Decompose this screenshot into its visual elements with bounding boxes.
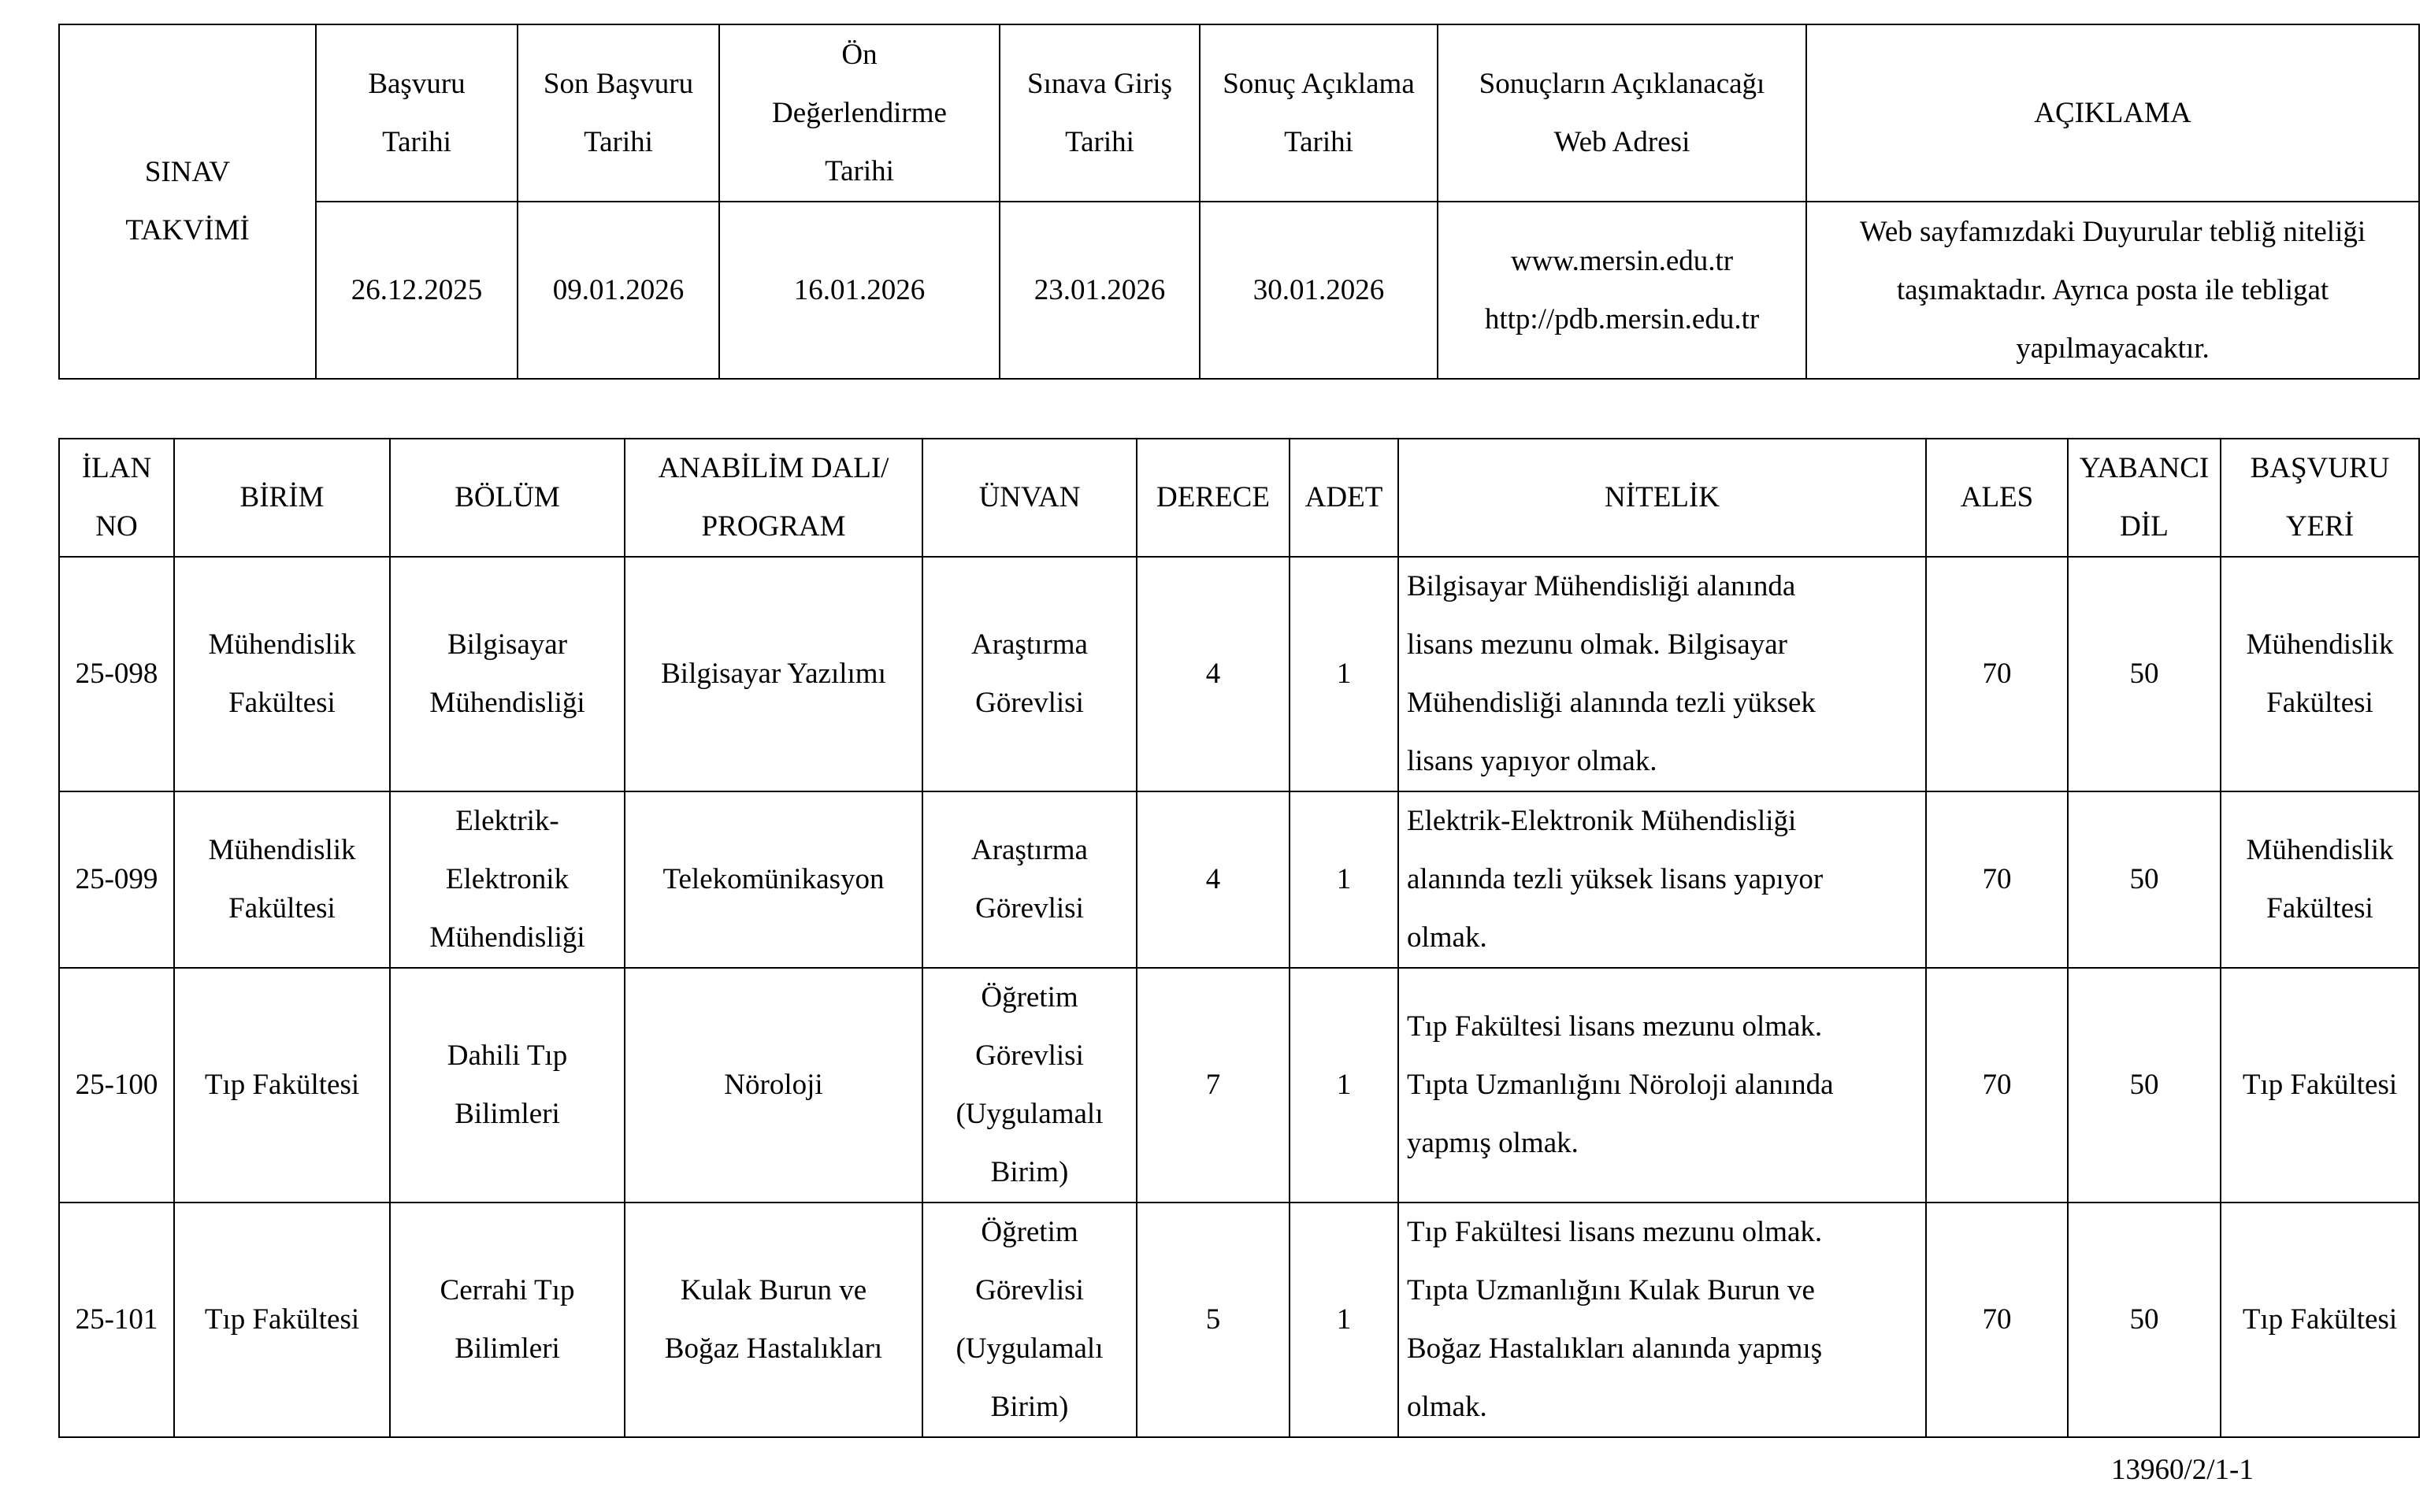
pre-evaluation-date: 16.01.2026 — [719, 202, 1000, 379]
foreign-language: 50 — [2068, 557, 2221, 791]
department: Dahili Tıp Bilimleri — [390, 968, 625, 1203]
qualification: Elektrik-Elektronik Mühendisliği alanında tezli yüksek lisans yapıyor olmak. — [1398, 791, 1926, 968]
table-row — [59, 791, 2419, 968]
header-last-application-date: Son Başvuru Tarihi — [518, 24, 719, 202]
foreign-language: 50 — [2068, 1203, 2221, 1437]
header-result-date: Sonuç Açıklama Tarihi — [1200, 24, 1438, 202]
header-exam-date: Sınava Giriş Tarihi — [1000, 24, 1200, 202]
listing-no: 25-100 — [59, 968, 174, 1203]
footer-code: 13960/2/1-1 — [2111, 1454, 2254, 1486]
unit: Tıp Fakültesi — [174, 968, 390, 1203]
unit: Mühendislik Fakültesi — [174, 791, 390, 968]
count: 1 — [1290, 1203, 1398, 1437]
application-place: Tıp Fakültesi — [2221, 1203, 2419, 1437]
exam-calendar-table — [58, 24, 2420, 380]
header-foreign-language: YABANCI DİL — [2068, 439, 2221, 557]
department: Bilgisayar Mühendisliği — [390, 557, 625, 791]
program: Nöroloji — [625, 968, 922, 1203]
header-application-date: Başvuru Tarihi — [316, 24, 518, 202]
foreign-language: 50 — [2068, 968, 2221, 1203]
program: Telekomünikasyon — [625, 791, 922, 968]
count: 1 — [1290, 968, 1398, 1203]
title: Öğretim Görevlisi (Uygulamalı Birim) — [922, 1203, 1137, 1437]
header-application-place: BAŞVURU YERİ — [2221, 439, 2419, 557]
degree: 4 — [1137, 791, 1290, 968]
result-date: 30.01.2026 — [1200, 202, 1438, 379]
application-place: Tıp Fakültesi — [2221, 968, 2419, 1203]
listing-no: 25-101 — [59, 1203, 174, 1437]
header-qualification: NİTELİK — [1398, 439, 1926, 557]
program: Bilgisayar Yazılımı — [625, 557, 922, 791]
unit: Tıp Fakültesi — [174, 1203, 390, 1437]
header-program: ANABİLİM DALI/ PROGRAM — [625, 439, 922, 557]
header-pre-evaluation-date: Ön Değerlendirme Tarihi — [719, 24, 1000, 202]
ales: 70 — [1926, 968, 2068, 1203]
job-listings-table — [58, 438, 2420, 1438]
degree: 7 — [1137, 968, 1290, 1203]
header-count: ADET — [1290, 439, 1398, 557]
application-place: Mühendislik Fakültesi — [2221, 557, 2419, 791]
calendar-values-row — [59, 202, 2419, 379]
qualification: Bilgisayar Mühendisliği alanında lisans mezunu olmak. Bilgisayar Mühendisliği alanında tezli yüksek lisans yapıyor olmak. — [1398, 557, 1926, 791]
header-degree: DERECE — [1137, 439, 1290, 557]
exam-date: 23.01.2026 — [1000, 202, 1200, 379]
header-ales: ALES — [1926, 439, 2068, 557]
count: 1 — [1290, 557, 1398, 791]
degree: 4 — [1137, 557, 1290, 791]
department: Elektrik- Elektronik Mühendisliği — [390, 791, 625, 968]
header-listing-no: İLAN NO — [59, 439, 174, 557]
header-unit: BİRİM — [174, 439, 390, 557]
degree: 5 — [1137, 1203, 1290, 1437]
table-row — [59, 968, 2419, 1203]
count: 1 — [1290, 791, 1398, 968]
department: Cerrahi Tıp Bilimleri — [390, 1203, 625, 1437]
description-text: Web sayfamızdaki Duyurular tebliğ niteliği taşımaktadır. Ayrıca posta ile tebligat yapılmayacaktır. — [1806, 202, 2419, 379]
last-application-date: 09.01.2026 — [518, 202, 719, 379]
header-title: ÜNVAN — [922, 439, 1137, 557]
application-place: Mühendislik Fakültesi — [2221, 791, 2419, 968]
header-results-web-address: Sonuçların Açıklanacağı Web Adresi — [1438, 24, 1806, 202]
listings-header-row — [59, 439, 2419, 557]
qualification: Tıp Fakültesi lisans mezunu olmak. Tıpta Uzmanlığını Nöroloji alanında yapmış olmak. — [1398, 968, 1926, 1203]
program: Kulak Burun ve Boğaz Hastalıkları — [625, 1203, 922, 1437]
table-row — [59, 1203, 2419, 1437]
results-web-address: www.mersin.edu.tr http://pdb.mersin.edu.tr — [1438, 202, 1806, 379]
title: Araştırma Görevlisi — [922, 791, 1137, 968]
table-row — [59, 557, 2419, 791]
calendar-title: SINAV TAKVİMİ — [59, 24, 316, 379]
foreign-language: 50 — [2068, 791, 2221, 968]
listing-no: 25-098 — [59, 557, 174, 791]
title: Araştırma Görevlisi — [922, 557, 1137, 791]
ales: 70 — [1926, 791, 2068, 968]
application-date: 26.12.2025 — [316, 202, 518, 379]
title: Öğretim Görevlisi (Uygulamalı Birim) — [922, 968, 1137, 1203]
header-description: AÇIKLAMA — [1806, 24, 2419, 202]
listing-no: 25-099 — [59, 791, 174, 968]
unit: Mühendislik Fakültesi — [174, 557, 390, 791]
calendar-header-row — [59, 24, 2419, 202]
header-department: BÖLÜM — [390, 439, 625, 557]
ales: 70 — [1926, 557, 2068, 791]
ales: 70 — [1926, 1203, 2068, 1437]
qualification: Tıp Fakültesi lisans mezunu olmak. Tıpta Uzmanlığını Kulak Burun ve Boğaz Hastalıkları alanında yapmış olmak. — [1398, 1203, 1926, 1437]
